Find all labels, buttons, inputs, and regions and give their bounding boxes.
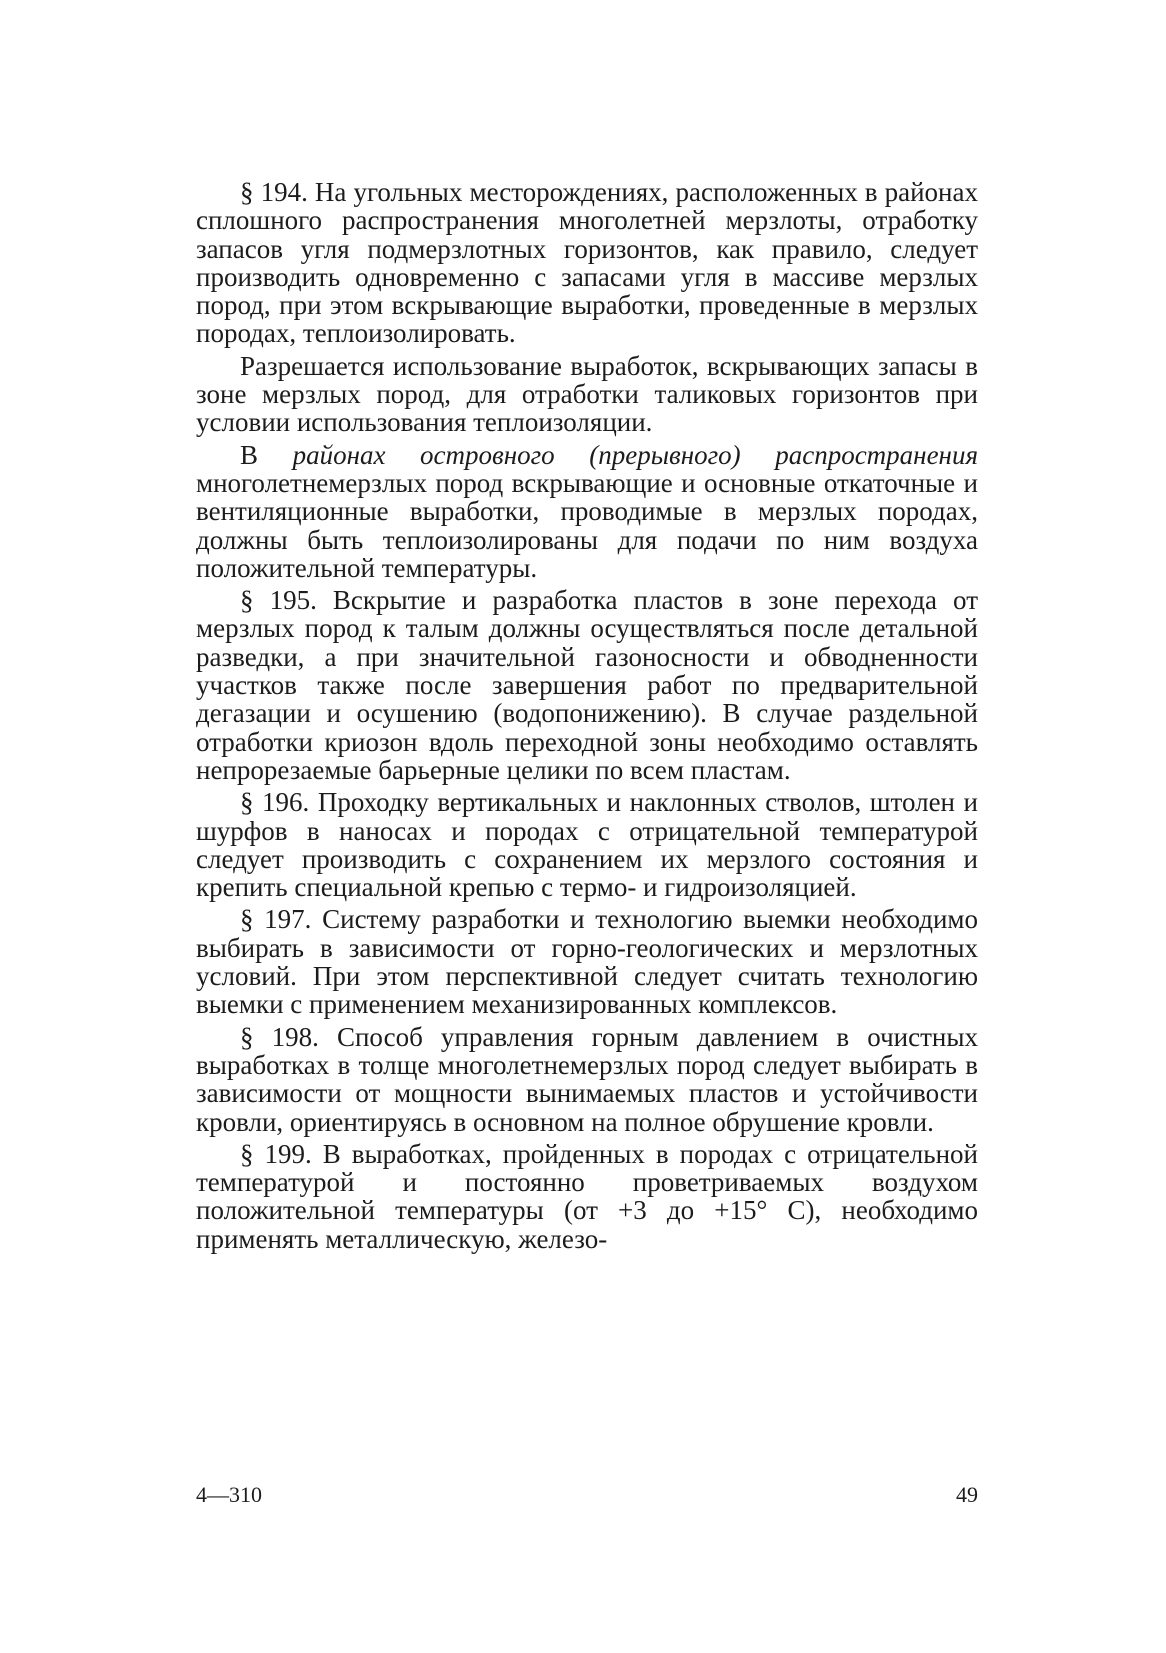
paragraph-199: § 199. В выработках, пройденных в породах с отрицательной температурой и постоянно проветриваемых воздухом положительной температуры (от +3 до +15° С), необходимо применять металлическую, железо- bbox=[196, 1138, 978, 1254]
body-text bbox=[196, 178, 978, 1257]
paragraph-emphasis: районах островного (прерывного) распространения bbox=[292, 439, 979, 470]
paragraph-rest: многолетнемерзлых пород вскрывающие и основные откаточные и вентиляционные выработки, проводимые в мерзлых породах, должны быть теплоизолированы для подачи по ним воздуха положительной температуры. bbox=[196, 467, 978, 583]
paragraph-194-island-regions bbox=[196, 441, 978, 582]
paragraph-194: § 194. На угольных месторождениях, расположенных в районах сплошного распространения многолетней мерзлоты, отработку запасов угля подмерзлотных горизонтов, как правило, следует производить одновременно с запасами угля в массиве мерзлых пород, при этом вскрывающие выработки, проведенные в мерзлых породах, теплоизолировать. bbox=[196, 177, 978, 349]
page-footer bbox=[196, 1480, 978, 1510]
page-number: 49 bbox=[956, 1482, 978, 1507]
paragraph-197: § 197. Систему разработки и технологию выемки необходимо выбирать в зависимости от горно-геологических и мерзлотных условий. При этом перспективной следует считать технологию выемки с применением механизированных комплексов. bbox=[196, 904, 978, 1020]
printer-signature: 4—310 bbox=[196, 1482, 262, 1507]
paragraph-195: § 195. Вскрытие и разработка пластов в зоне перехода от мерзлых пород к талым должны осуществляться после детальной разведки, а при значительной газоносности и обводненности участков также после завершения работ по предварительной дегазации и осушению (водопонижению). В случае раздельной отработки криозон вдоль переходной зоны необходимо оставлять непрорезаемые барьерные целики по всем пластам. bbox=[196, 585, 978, 785]
paragraph-198: § 198. Способ управления горным давлением в очистных выработках в толще многолетнемерзлых пород следует выбирать в зависимости от мощности вынимаемых пластов и устойчивости кровли, ориентируясь в основном на полное обрушение кровли. bbox=[196, 1021, 978, 1137]
paragraph-196: § 196. Проходку вертикальных и наклонных стволов, штолен и шурфов в наносах и породах с отрицательной температурой следует производить с сохранением их мерзлого состояния и крепить специальной крепью с термо- и гидроизоляцией. bbox=[196, 787, 978, 903]
paragraph-lead: В bbox=[240, 439, 293, 470]
paragraph-194-permission: Разрешается использование выработок, вскрывающих запасы в зоне мерзлых пород, для отработки таликовых горизонтов при условии использования теплоизоляции. bbox=[196, 350, 978, 438]
